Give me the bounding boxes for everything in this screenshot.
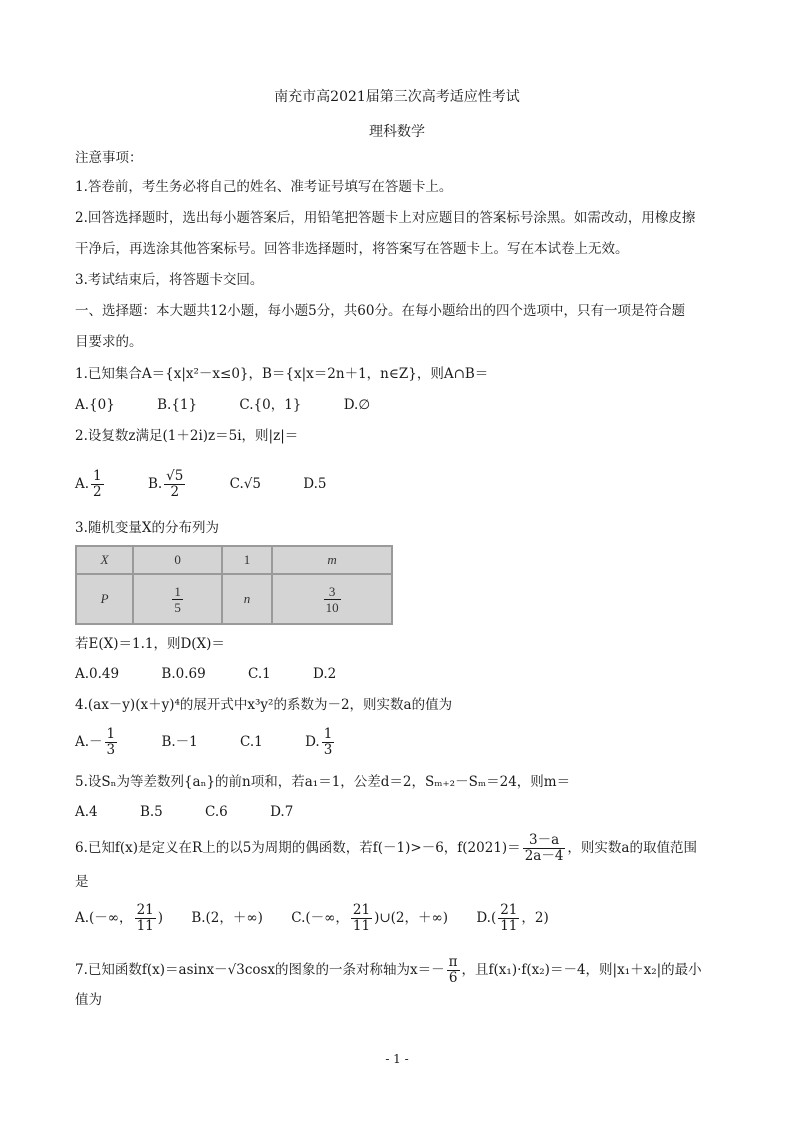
section-heading: 一、选择题：本大题共12小题，每小题5分，共60分。在每小题给出的四个选项中，只有一项是符合题	[75, 303, 685, 319]
q5-options	[75, 802, 722, 822]
q5-option-c: C.6	[205, 804, 228, 820]
q5-option-a: A.4	[75, 804, 98, 820]
q1-options	[75, 395, 722, 415]
q3-option-c: C.1	[247, 666, 271, 682]
notice-heading: 注意事项：	[75, 150, 143, 166]
q7-fraction: $\frac{\pi}{6}$	[448, 954, 458, 986]
q3-option-a: A.0.49	[75, 666, 120, 682]
notice-item-1: 1.答卷前，考生务必将自己的姓名、准考证号填写在答题卡上。	[75, 179, 453, 195]
notice-item-2-cont: 干净后，再选涂其他答案标号。回答非选择题时，将答案写在答题卡上。写在本试卷上无效。	[75, 241, 629, 257]
q2-options	[75, 464, 722, 504]
q5-option-b: B.5	[139, 804, 163, 820]
q5-stem: 5.设Sₙ为等差数列{aₙ}的前n项和，若a₁＝1，公差d＝2，Sₘ₊₂－Sₘ＝24，则m＝	[75, 774, 571, 790]
exam-subtitle: 理科数学	[369, 124, 425, 140]
q6-c-fraction: $\frac{21}{11}$	[352, 902, 371, 934]
table-cell: 1	[222, 546, 272, 574]
table-row	[76, 546, 392, 574]
p0-fraction: $\frac{1}{5}$	[174, 583, 181, 615]
exam-title: 南充市高2021届第三次高考适应性考试	[274, 89, 520, 105]
table-cell: 0	[133, 546, 222, 574]
q3-option-d: D.2	[313, 666, 337, 682]
table-cell: m	[272, 546, 392, 574]
q1-option-a: A.{0}	[75, 397, 115, 413]
q3-stem: 3.随机变量X的分布列为	[75, 520, 219, 536]
q2-b-fraction: $\frac{√5}{2}$	[166, 468, 184, 500]
table-row	[76, 574, 392, 624]
q1-option-b: B.{1}	[157, 397, 198, 413]
page-number: - 1 -	[385, 1052, 409, 1066]
table-cell: P	[76, 574, 133, 624]
q1-stem: 1.已知集合A＝{x|x²－x≤0}，B＝{x|x＝2n＋1，n∈Z}，则A∩B＝	[75, 366, 489, 382]
q6-option-b: B.(2，＋∞)	[191, 910, 263, 926]
q2-option-c: C.√5	[229, 476, 261, 492]
q4-option-b: B.－1	[161, 734, 198, 750]
q3-options	[75, 664, 722, 684]
q4-stem: 4.(ax－y)(x＋y)⁴的展开式中x³y²的系数为－2，则实数a的值为	[75, 697, 453, 713]
q6-d-fraction: $\frac{21}{11}$	[500, 902, 518, 934]
q6-options	[75, 898, 722, 938]
q6-option-d: D.( $\frac{21}{11}$ ，2)	[476, 902, 549, 934]
q4-options	[75, 722, 722, 762]
q2-option-b: B. $\frac{√5}{2}$	[147, 468, 184, 500]
q6-fraction: $\frac{3-a}{2a-4}$	[524, 832, 564, 864]
q1-option-c: C.{0，1}	[239, 397, 302, 413]
q3-option-b: B.0.69	[161, 666, 206, 682]
q2-option-a: A. $\frac{1}{2}$	[75, 468, 102, 500]
q4-option-d: D. $\frac{1}{3}$	[305, 726, 333, 758]
q2-option-d: D.5	[303, 476, 327, 492]
q6-option-a: A.(－∞， $\frac{21}{11}$ )	[75, 902, 164, 934]
q4-option-a: A.－ $\frac{1}{3}$	[75, 726, 116, 758]
q4-a-fraction: $\frac{1}{3}$	[106, 726, 116, 758]
q7-stem-cont: 值为	[75, 992, 102, 1008]
q6-stem: 6.已知f(x)是定义在R上的以5为周期的偶函数，若f(－1)>－6，f(2021)＝ $\frac{3-a}{2a-4}$ ，则实数a的取值范围	[75, 832, 697, 864]
q1-option-d: D.∅	[343, 397, 371, 413]
q4-option-c: C.1	[240, 734, 263, 750]
q4-d-fraction: $\frac{1}{3}$	[323, 726, 333, 758]
table-cell: X	[76, 546, 133, 574]
notice-item-2: 2.回答选择题时，选出每小题答案后，用铅笔把答题卡上对应题目的答案标号涂黑。如需改动，用橡皮擦	[75, 210, 696, 226]
notice-item-3: 3.考试结束后，将答题卡交回。	[75, 272, 264, 288]
distribution-table	[75, 545, 393, 625]
q2-stem: 2.设复数z满足(1＋2i)z＝5i，则|z|＝	[75, 428, 299, 444]
q7-stem: 7.已知函数f(x)＝asinx－√3cosx的图象的一条对称轴为x＝－ $\frac{\pi}{6}$ ，且f(x₁)·f(x₂)＝－4，则|x₁＋x₂|的最小	[75, 954, 702, 986]
q3-condition: 若E(X)＝1.1，则D(X)＝	[75, 636, 225, 652]
q6-option-c: C.(－∞， $\frac{21}{11}$ )∪(2，＋∞)	[291, 902, 449, 934]
table-cell: n	[222, 574, 272, 624]
pm-fraction: $\frac{3}{10}$	[325, 583, 339, 615]
q6-a-fraction: $\frac{21}{11}$	[136, 902, 154, 934]
table-cell	[133, 574, 222, 624]
q6-stem-cont: 是	[75, 874, 89, 890]
section-heading-cont: 目要求的。	[75, 334, 143, 350]
q5-option-d: D.7	[270, 804, 294, 820]
q2-a-fraction: $\frac{1}{2}$	[93, 468, 102, 500]
table-cell	[272, 574, 392, 624]
